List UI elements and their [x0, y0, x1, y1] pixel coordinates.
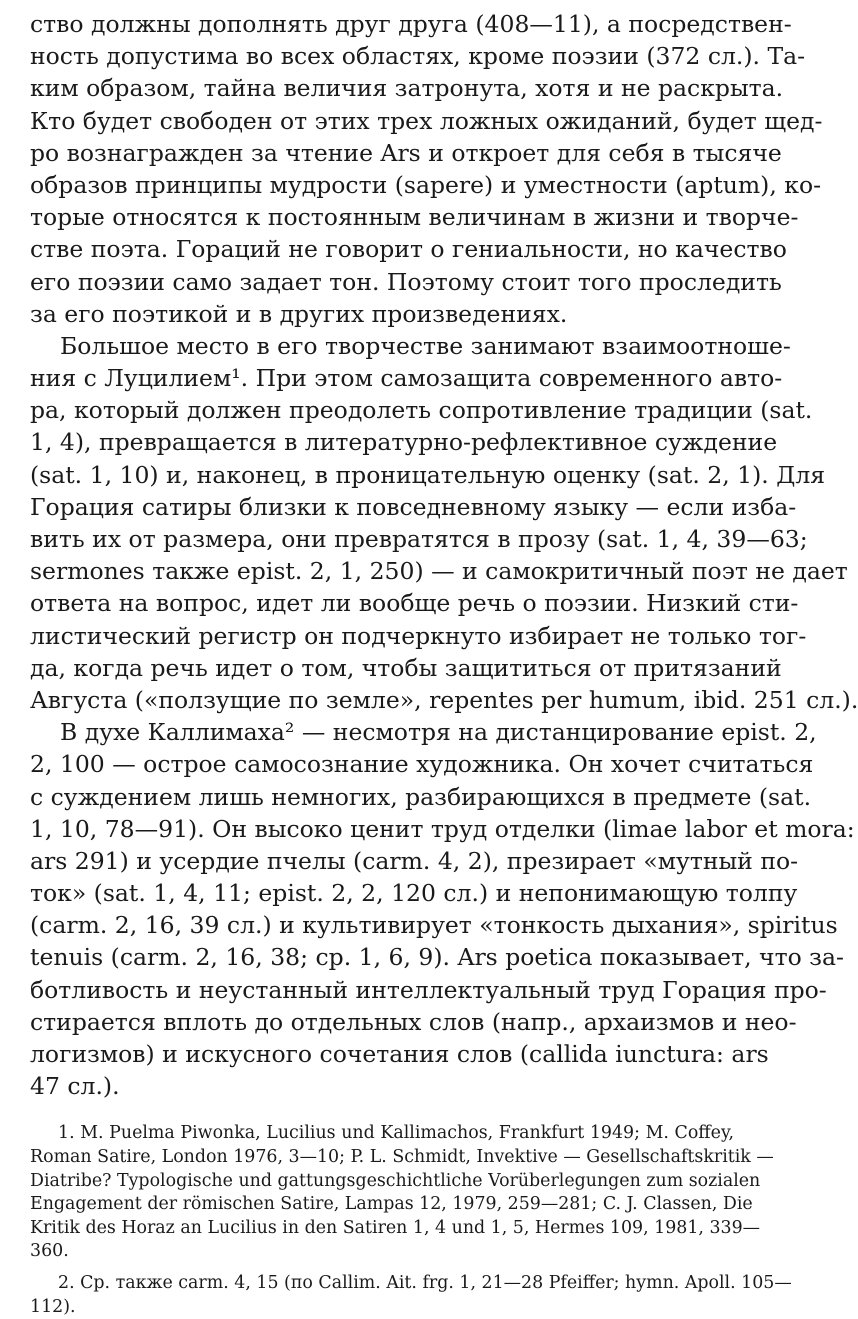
footnote-line: 360.: [30, 1241, 69, 1262]
text-line: ответа на вопрос, идет ли вообще речь о поэзии. Низкий сти-: [30, 589, 799, 618]
text-line: вить их от размера, они превратятся в прозу (sat. 1, 4, 39—63;: [30, 525, 808, 553]
footnote-line: 112).: [30, 1296, 76, 1317]
footnote-2: [30, 1272, 792, 1319]
footnotes: [30, 1122, 792, 1319]
text-line: sermones также epist. 2, 1, 250) — и самокритичный поэт не дает: [30, 557, 848, 586]
body-text: [30, 8, 858, 1102]
text-line: Кто будет свободен от этих трех ложных ожиданий, будет щед-: [30, 106, 823, 135]
text-line: Горация сатиры близки к повседневному языку — если избa-: [30, 492, 797, 521]
footnote-line: 2. Ср. также carm. 4, 15 (по Callim. Ait. frg. 1, 21—28 Pfeiffer; hymn. Apoll. 105—: [58, 1272, 792, 1293]
text-line: 2, 100 — острое самосознание художника. Он хочет считаться: [30, 750, 814, 779]
page: [30, 8, 858, 1319]
footnote-line: Kritik des Horaz an Lucilius in den Satiren 1, 4 und 1, 5, Hermes 109, 1981, 339—: [30, 1217, 761, 1238]
text-line: торые относятся к постоянным величинам в жизни и творче-: [30, 203, 799, 232]
paragraph-3: [30, 716, 855, 1102]
paragraph-2: [30, 330, 858, 716]
text-line: с суждением лишь немногих, разбирающихся в предмете (sat.: [30, 782, 812, 811]
text-line: 1, 10, 78—91). Он высоко ценит труд отделки (limae labor et mora:: [30, 814, 855, 843]
paragraph-1: [30, 8, 823, 330]
text-line: за его поэтикой и в других произведениях.: [30, 299, 568, 328]
text-line: его поэзии само задает тон. Поэтому стоит того проследить: [30, 267, 782, 296]
text-line: ars 291) и усердие пчелы (carm. 4, 2), презирает «мутный по-: [30, 846, 799, 875]
text-line: 1, 4), превращается в литературно-рефлективное суждение: [30, 428, 778, 457]
footnote-1: [30, 1122, 774, 1264]
text-line: (carm. 2, 16, 39 сл.) и культивирует «тонкость дыхания», spiritus: [30, 911, 838, 940]
text-line: ность допустима во всех областях, кроме поэзии (372 сл.). Та-: [30, 42, 806, 71]
text-line: ра, который должен преодолеть сопротивление традиции (sat.: [30, 396, 813, 425]
text-line: ния с Луцилием¹. При этом самозащита современного авто-: [30, 364, 783, 393]
text-line: Августа («ползущие по земле», repentes per humum, ibid. 251 сл.).: [30, 685, 858, 714]
text-line: Большое место в его творчестве занимают взаимоотноше-: [60, 331, 791, 360]
footnote-line: Roman Satire, London 1976, 3—10; P. L. Schmidt, Invektive — Gesellschaftskritik —: [30, 1146, 774, 1167]
text-line: ботливость и неустанный интеллектуальный труд Горация про-: [30, 975, 827, 1004]
text-line: ство должны дополнять друг друга (408—11), а посредствен-: [30, 10, 792, 38]
text-line: логизмов) и искусного сочетания слов (callida iunctura: ars: [30, 1040, 769, 1068]
text-line: ким образом, тайна величия затронута, хотя и не раскрыта.: [30, 74, 784, 103]
text-line: tenuis (carm. 2, 16, 38; ср. 1, 6, 9). Ars poetica показывает, что за-: [30, 943, 844, 972]
footnote-line: Diatribe? Typologische und gattungsgeschichtliche Vorüberlegungen zum sozialen: [30, 1170, 761, 1191]
text-line: листический регистр он подчеркнуто избирает не только тог-: [30, 621, 807, 650]
text-line: да, когда речь идет о том, чтобы защититься от притязаний: [30, 653, 782, 682]
text-line: ро вознагражден за чтение Ars и откроет для себя в тысяче: [30, 138, 782, 167]
footnote-line: 1. M. Puelma Piwonka, Lucilius und Kallimachos, Frankfurt 1949; M. Coffey,: [58, 1123, 734, 1144]
text-line: образов принципы мудрости (sapere) и уместности (aptum), ко-: [30, 170, 822, 199]
text-line: ток» (sat. 1, 4, 11; epist. 2, 2, 120 сл.) и непонимающую толпу: [30, 879, 798, 908]
text-line: (sat. 1, 10) и, наконец, в проницательную оценку (sat. 2, 1). Для: [30, 460, 826, 489]
footnote-line: Engagement der römischen Satire, Lampas 12, 1979, 259—281; C. J. Classen, Die: [30, 1194, 753, 1215]
text-line: 47 сл.).: [30, 1072, 120, 1101]
text-line: стирается вплоть до отдельных слов (напр., архаизмов и нео-: [30, 1007, 797, 1036]
text-line: В духе Каллимаха² — несмотря на дистанцирование epist. 2,: [60, 718, 817, 747]
text-line: стве поэта. Гораций не говорит о гениальности, но качество: [30, 235, 787, 264]
